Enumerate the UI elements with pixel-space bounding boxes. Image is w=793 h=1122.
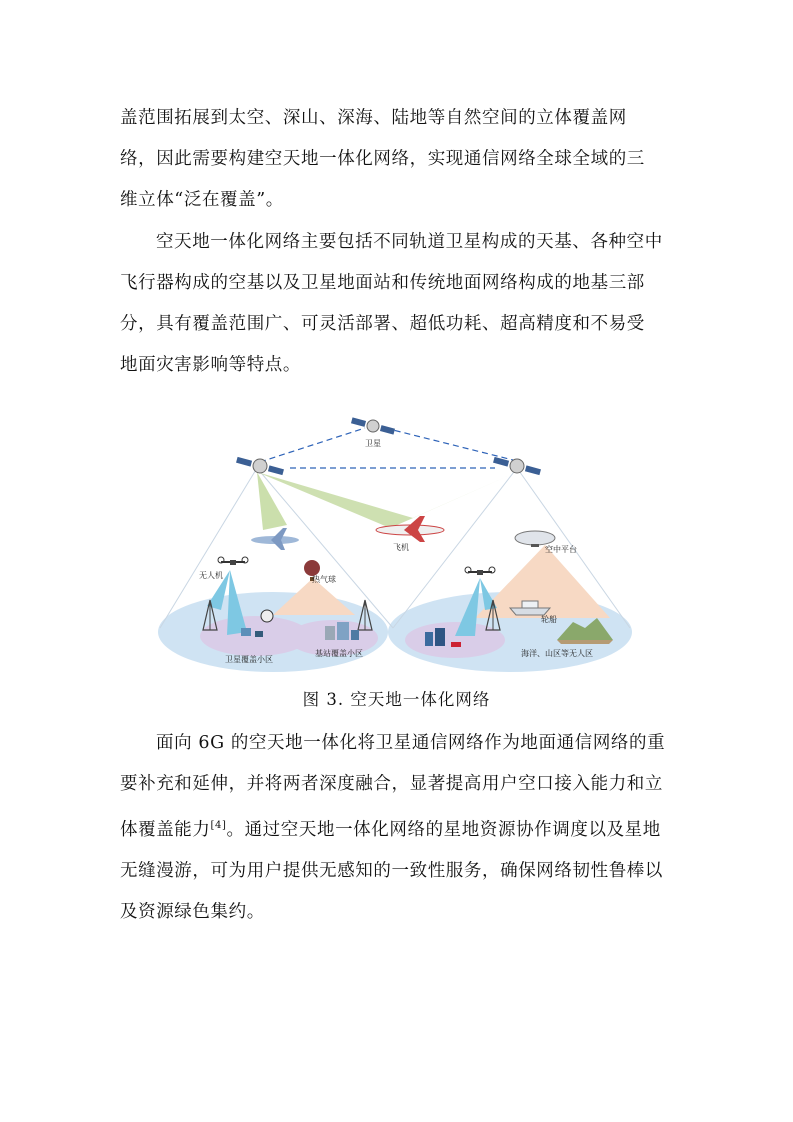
air-platform-label: 空中平台	[545, 545, 577, 554]
building-icon	[351, 630, 359, 640]
drone-icon	[465, 567, 495, 575]
paragraph-1	[120, 98, 680, 221]
building-icon	[325, 626, 335, 640]
building-icon	[337, 622, 349, 640]
device-icon	[241, 628, 251, 636]
bs-cell-label: 基站覆盖小区	[315, 649, 363, 658]
satellite-label: 卫星	[365, 439, 381, 448]
paragraph-2-line-4: 地面灾害影响等特点。	[120, 355, 301, 375]
unmanned-label: 海洋、山区等无人区	[521, 649, 593, 658]
network-figure	[155, 400, 635, 685]
paragraph-1-line-2: 络，因此需要构建空天地一体化网络，实现通信网络全球全域的三	[120, 149, 645, 169]
airplane-icon	[251, 528, 299, 550]
sat-cell-label: 卫星覆盖小区	[225, 655, 273, 664]
building-icon	[425, 632, 433, 646]
balloon-label: 热气球	[312, 575, 336, 584]
paragraph-2-line-1: 空天地一体化网络主要包括不同轨道卫星构成的天基、各种空中	[156, 232, 663, 252]
ship-label: 轮船	[541, 615, 557, 624]
paragraph-3-line-2: 要补充和延伸，并将两者深度融合，显著提高用户空口接入能力和立	[120, 774, 663, 794]
paragraph-3-line-3-start: 体覆盖能力	[120, 819, 211, 840]
paragraph-3-line-1: 面向 6G 的空天地一体化将卫星通信网络作为地面通信网络的重	[156, 733, 666, 753]
car-icon	[261, 610, 273, 622]
citation-ref[interactable]: [4]	[210, 820, 227, 831]
paragraph-3-line-5: 及资源绿色集约。	[120, 901, 265, 922]
car-icon	[451, 642, 461, 647]
paragraph-3-line-3	[120, 805, 680, 851]
satellite-icon	[236, 457, 284, 475]
paragraph-3-line-3-end: 。通过空天地一体化网络的星地资源协作调度以及星地	[226, 819, 661, 840]
paragraph-2	[120, 222, 680, 386]
building-icon	[435, 628, 445, 646]
satellite-icon	[351, 417, 395, 434]
unmanned-inner	[405, 622, 505, 658]
isl-link	[385, 428, 513, 460]
network-diagram	[155, 400, 635, 685]
paragraph-2-line-2: 飞行器构成的空基以及卫星地面站和传统地面网络构成的地基三部	[120, 273, 645, 293]
paragraph-1-line-1: 盖范围拓展到太空、深山、深海、陆地等自然空间的立体覆盖网	[120, 108, 627, 128]
device-icon	[255, 631, 263, 637]
figure-caption: 图 3. 空天地一体化网络	[302, 690, 491, 709]
isl-link	[260, 428, 365, 462]
paragraph-1-line-3: 维立体“泛在覆盖”。	[120, 190, 284, 210]
paragraph-2-line-3: 分，具有覆盖范围广、可灵活部署、超低功耗、超高精度和不易受	[120, 314, 645, 334]
paragraph-3-line-4: 无缝漫游，可为用户提供无感知的一致性服务，确保网络韧性鲁棒以	[120, 860, 663, 881]
drone-label: 无人机	[199, 571, 223, 580]
airplane-label: 飞机	[393, 543, 409, 552]
drone-icon	[218, 557, 248, 565]
satellite-icon	[493, 457, 541, 475]
paragraph-3	[120, 723, 680, 933]
